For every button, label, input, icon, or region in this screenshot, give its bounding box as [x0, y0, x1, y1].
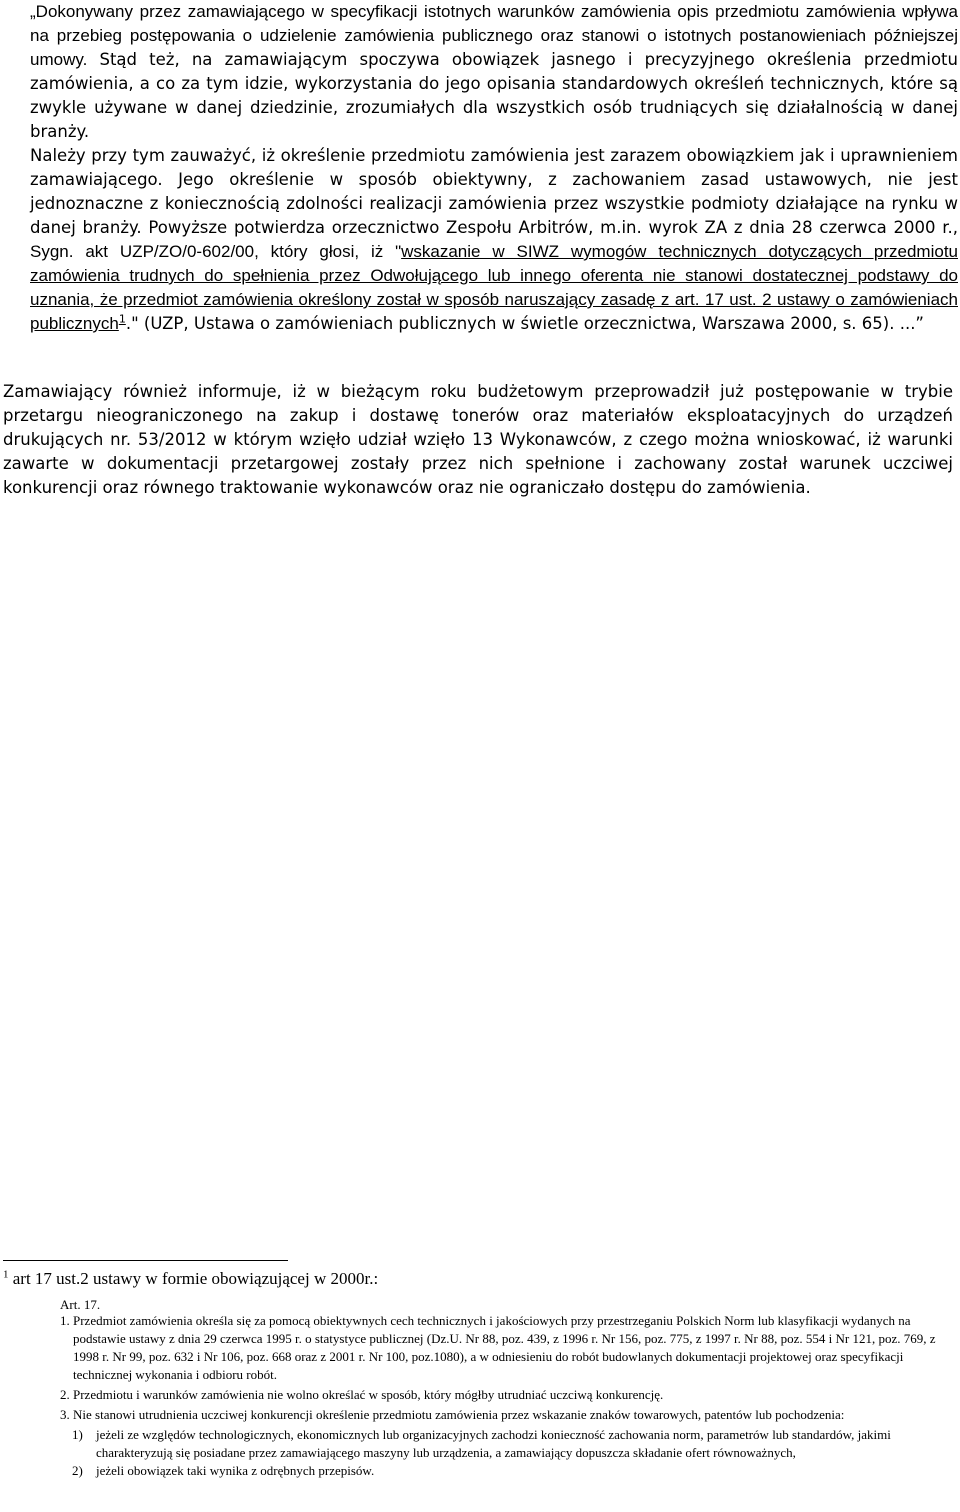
quote-sentence-3: Należy przy tym zauważyć, iż określenie przedmiotu zamówienia jest zarazem obowiązkiem jak i uprawnieniem zamawiającego. [30, 146, 958, 189]
footnote-item-number: 3. [60, 1407, 70, 1422]
footnote-item [60, 1386, 940, 1404]
footnote-subitem-number: 2) [72, 1463, 83, 1478]
body-paragraph: Zamawiający również informuje, iż w bieżącym roku budżetowym przeprowadził już postępowanie w trybie przetargu nieograniczonego na zakup i dostawę tonerów oraz materiałów eksploatacyjnych do urządzeń drukujących nr. 53/2012 w którym wzięło udział wzięło 13 Wykonawców, z czego można wnioskować, iż warunki zawarte w dokumentacji przetargowej zostały przez nich spełnione i zachowany został warunek uczciwej konkurencji oraz równego traktowanie wykonawców oraz nie ograniczało dostępu do zamówienia. [3, 382, 953, 497]
quote-sygn: Sygn. [30, 242, 74, 261]
footnote-list [60, 1312, 940, 1480]
footnote-article-title: Art. 17. [60, 1297, 101, 1312]
footnote-subitem [72, 1462, 940, 1480]
quote-source: ." (UZP, Ustawa o zamówieniach publicznych w świetle orzecznictwa, Warszawa 2000, s. 65). ...” [125, 314, 924, 333]
quote-underlined-citation: wskazanie w SIWZ wymogów technicznych dotyczących przedmiotu zamówienia trudnych do spełnienia przez Odwołującego lub innego oferenta nie stanowi dostatecznej podstawy do uznania, że przedmiot zamówienia określony został w sposób naruszający zasadę z art. 17 ust. 2 ustawy o zamówieniach publicznych [30, 242, 958, 333]
quote-paragraph-2 [30, 144, 958, 336]
quote-case-number: akt UZP/ZO/0-602/00, który głosi, iż " [73, 242, 402, 261]
footnote-item-text: Przedmiot zamówienia określa się za pomocą obiektywnych cech technicznych i jakościowych przy przestrzeganiu Polskich Norm lub klasyfikacji wydanych na podstawie ustawy z dnia 29 czerwca 1995 r. o statystyce publicznej (Dz.U. Nr 88, poz. 439, z 1996 r. Nr 156, poz. 775, z 1997 r. Nr 88, poz. 554 i Nr 121, poz. 769, z 1998 r. Nr 99, poz. 632 i Nr 106, poz. 668 oraz z 2001 r. Nr 100, poz.1080), a w odniesieniu do robót budowlanych dokumentacji projektowej oraz specyfikacji technicznej wykonania i odbioru robót. [73, 1313, 936, 1382]
quote-paragraph-1 [30, 0, 958, 144]
footnote-marker: 1 [3, 1268, 9, 1281]
footnote-subitem-number: 1) [72, 1427, 83, 1442]
footnote-heading-text: art 17 ust.2 ustawy w formie obowiązującej w 2000r.: [8, 1269, 379, 1288]
footnote-item-text: Przedmiotu i warunków zamówienia nie wolno określać w sposób, który mógłby utrudniać uczciwą konkurencję. [73, 1387, 664, 1402]
quoted-judgment [30, 0, 958, 336]
footnote-item [60, 1406, 940, 1424]
footnote-item-number: 2. [60, 1387, 70, 1402]
footnote-item-text: Nie stanowi utrudnienia uczciwej konkurencji określenie przedmiotu zamówienia przez wskazanie znaków towarowych, patentów lub pochodzenia: [73, 1407, 845, 1422]
footnote-reference[interactable]: 1 [118, 312, 126, 326]
footnote-subitem-text: jeżeli obowiązek taki wynika z odrębnych przepisów. [96, 1463, 375, 1478]
footnote-separator [3, 1260, 288, 1261]
quote-sentence-2: Stąd też, na zamawiającym spoczywa obowiązek jasnego i precyzyjnego określenia przedmiotu zamówienia, a co za tym idzie, wykorzystania do jego opisania standardowych określeń technicznych, które są zwykle używane w danej dziedzinie, zrozumiałych dla wszystkich osób trudniących się działalnością w danej branży. [30, 50, 958, 141]
quote-sentence-1: „Dokonywany przez zamawiającego w specyfikacji istotnych warunków zamówienia opis przedmiotu zamówienia wpływa na przebieg postępowania o udzielenie zamówienia publicznego oraz stanowi o istotnych postanowieniach późniejszej umowy. [30, 2, 958, 69]
footnote-heading [3, 1268, 943, 1290]
footnote-item-number: 1. [60, 1313, 70, 1328]
footnote-item [60, 1312, 940, 1384]
quote-sentence-4: Jego określenie w sposób obiektywny, z zachowaniem zasad ustawowych, nie jest jednoznaczne z koniecznością zdolności realizacji zamówienia przez wszystkie podmioty działające na rynku w danej branży. Powyższe potwierdza orzecznictwo Zespołu Arbitrów, m.in. wyrok ZA z dnia 28 czerwca 2000 r., [30, 170, 958, 237]
footnote-subitem-text: jeżeli ze względów technologicznych, ekonomicznych lub organizacyjnych zachodzi konieczność zachowania norm, parametrów lub standardów, jakimi charakteryzują się posiadane przez zamawiającego maszyny lub urządzenia, a zamawiający dopuszcza składanie ofert równoważnych, [96, 1427, 891, 1460]
footnote-subitem [72, 1426, 940, 1462]
